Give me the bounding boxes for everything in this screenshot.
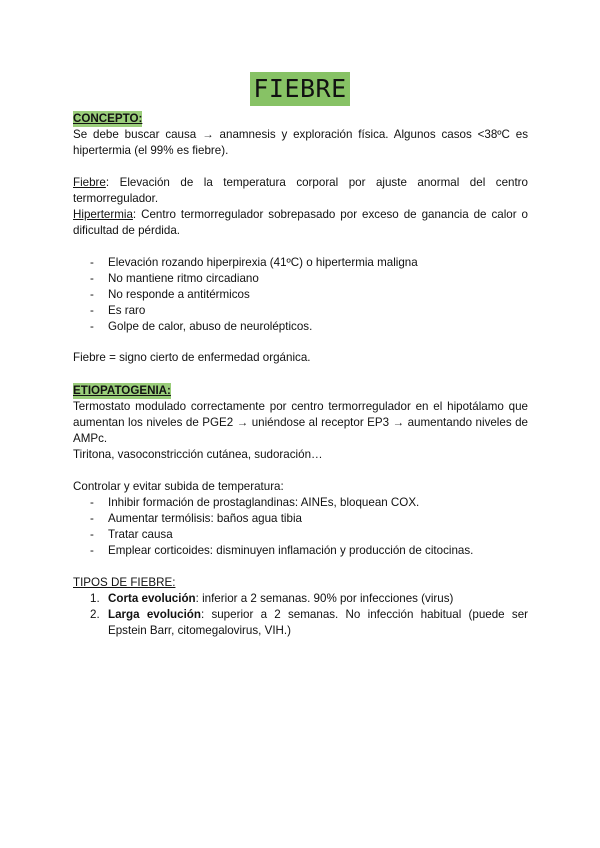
list-item: - Elevación rozando hiperpirexia (41ºC) o hipertermia maligna — [73, 255, 528, 271]
control-intro: Controlar y evitar subida de temperatura: — [73, 480, 284, 493]
list-item: - No mantiene ritmo circadiano — [73, 271, 528, 287]
definitions — [73, 175, 528, 239]
hipertermia-definition — [73, 207, 528, 239]
document-title: FIEBRE — [250, 72, 349, 106]
title-container — [0, 72, 600, 106]
list-item: - Golpe de calor, abuso de neurolépticos. — [73, 319, 528, 335]
item-number: 2. — [90, 608, 100, 621]
concepto-section — [73, 111, 528, 159]
hipertermia-bullets — [73, 255, 528, 335]
note-text: Fiebre = signo cierto de enfermedad orgánica. — [73, 351, 311, 364]
etiopatogenia-para1: Termostato modulado correctamente por centro termorregulador en el hipotálamo que aumentan los niveles de PGE2 → uniéndose al receptor EP3 → aumentando niveles de AMPc. — [73, 400, 528, 445]
tipos-section — [73, 575, 528, 639]
hipertermia-term: Hipertermia — [73, 208, 133, 221]
list-item: - No responde a antitérmicos — [73, 287, 528, 303]
concepto-heading: CONCEPTO: — [73, 112, 143, 125]
fiebre-definition — [73, 175, 528, 207]
concepto-note — [73, 350, 528, 366]
tipos-heading: TIPOS DE FIEBRE: — [73, 576, 176, 589]
item-number: 1. — [90, 592, 100, 605]
concepto-intro: Se debe buscar causa → anamnesis y exploración física. Algunos casos <38ºC es hipertermia (el 99% es fiebre). — [73, 128, 528, 157]
list-item — [73, 607, 528, 639]
list-item — [73, 591, 528, 607]
etiopatogenia-heading: ETIOPATOGENIA: — [73, 384, 171, 397]
list-item: - Es raro — [73, 303, 528, 319]
list-item: - Emplear corticoides: disminuyen inflamación y producción de citocinas. — [73, 543, 528, 559]
list-item: - Inhibir formación de prostaglandinas: AINEs, bloquean COX. — [73, 495, 528, 511]
item-term: Corta evolución — [108, 592, 196, 605]
item-text: : superior a 2 semanas. No infección habitual (puede ser Epstein Barr, citomegalovirus, VIH.) — [108, 608, 529, 637]
hipertermia-def-text: : Centro termorregulador sobrepasado por exceso de ganancia de calor o dificultad de pérdida. — [73, 208, 528, 237]
etiopatogenia-section — [73, 383, 528, 463]
item-text: : inferior a 2 semanas. 90% por infecciones (virus) — [195, 592, 454, 605]
fiebre-term: Fiebre — [73, 176, 106, 189]
item-term: Larga evolución — [108, 608, 201, 621]
fiebre-def-text: : Elevación de la temperatura corporal por ajuste anormal del centro termorregulador. — [73, 176, 528, 205]
etiopatogenia-para2: Tiritona, vasoconstricción cutánea, sudoración… — [73, 448, 323, 461]
list-item: - Aumentar termólisis: baños agua tibia — [73, 511, 528, 527]
list-item: - Tratar causa — [73, 527, 528, 543]
control-section — [73, 479, 528, 559]
